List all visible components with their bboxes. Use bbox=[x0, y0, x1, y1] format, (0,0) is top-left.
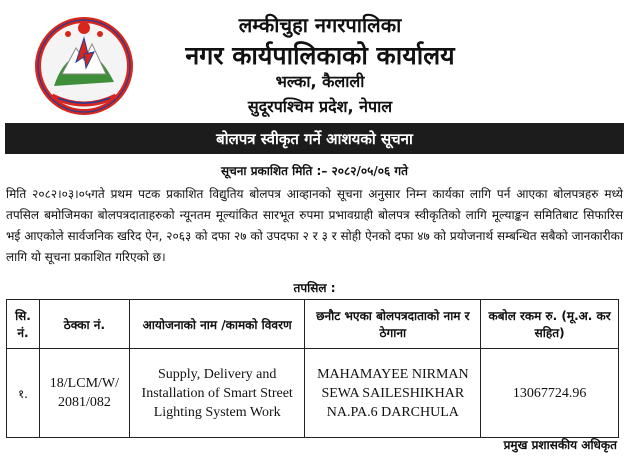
table-header-row bbox=[7, 300, 619, 349]
table-row bbox=[7, 349, 619, 438]
municipality-name: लम्कीचुहा नगरपालिका bbox=[238, 13, 402, 37]
cell-sn: १. bbox=[7, 349, 40, 438]
cell-project: Supply, Delivery and Installation of Smart Street Lighting System Work bbox=[129, 349, 305, 438]
tender-table bbox=[6, 299, 619, 438]
col-header-bidder: छनौट भएका बोलपत्रदाताको नाम र ठेगाना bbox=[305, 300, 481, 349]
notice-body: मिति २०८२।०३।०५गते प्रथम पटक प्रकाशित विद्युतिय बोलपत्र आव्हानको सूचना अनुसार निम्न कार्यका लागि पर्न आएका बोलपत्रहरु मध्ये तपसिल बमोजिमका बोलपत्रदाताहरुको न्यूनतम मूल्यांकित सारभूत रुपमा प्रभावग्राही बोलपत्र स्वीकृतिको लागि मूल्याङ्कन समितिबाट सिफारिस भई आएकोले सार्वजनिक खरिद ऐन, २०६३ को दफा २७ को उपदफा २ र ३ र सोही ऐनको दफा ४७ को प्रयोजनार्थ सम्बन्धित सबैको जानकारीका लागि यो सूचना प्रकाशित गरिएको छ। bbox=[6, 187, 623, 264]
cell-bidder: MAHAMAYEE NIRMAN SEWA SAILESHIKHAR NA.PA.6 DARCHULA bbox=[305, 349, 481, 438]
col-header-contract-no: ठेक्का नं. bbox=[39, 300, 129, 349]
province-name: सुदूरपश्चिम प्रदेश, नेपाल bbox=[247, 97, 393, 116]
cell-contract-no: 18/LCM/W/ 2081/082 bbox=[39, 349, 129, 438]
published-date: सूचना प्रकाशित मिति :– २०८२/०५/०६ गते bbox=[221, 164, 408, 178]
signature-title: प्रमुख प्रशासकीय अधिकृत bbox=[503, 438, 617, 452]
col-header-sn: सि. नं. bbox=[7, 300, 40, 349]
notice-title: बोलपत्र स्वीकृत गर्ने आशयको सूचना bbox=[216, 129, 413, 148]
office-name: नगर कार्यपालिकाको कार्यालय bbox=[185, 41, 455, 70]
nepal-emblem-icon bbox=[32, 12, 136, 116]
cell-amount: 13067724.96 bbox=[481, 349, 619, 438]
col-header-amount: कबोल रकम रु. (मू.अ. कर सहित) bbox=[481, 300, 619, 349]
notice-title-banner bbox=[5, 123, 624, 154]
details-subheading: तपसिल : bbox=[293, 281, 336, 295]
office-location: भल्का, कैलाली bbox=[275, 72, 365, 91]
col-header-project: आयोजनाको नाम /कामको विवरण bbox=[129, 300, 305, 349]
